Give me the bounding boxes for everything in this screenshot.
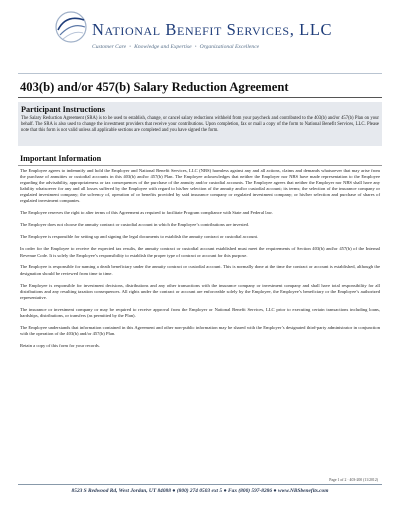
paragraph: In order for the Employee to receive the expected tax results, the annuity contract or custodial account established must meet the requirements of Section 403(b) and/or 457(b) of the Internal Revenue Code. It is solely the Employee’s responsibility to establish the proper type of contract or account for this purpose.: [20, 246, 380, 258]
divider: [18, 73, 382, 74]
tagline-item: Knowledge and Expertise: [134, 44, 192, 50]
paragraph: The insurance or investment company or may be required to receive approval from the Employer or National Benefit Services, LLC prior to executing certain transactions including loans, hardships, distributions, or transfers (as permitted by the Plan).: [20, 306, 380, 318]
paragraph: The Employee is responsible for naming a death beneficiary under the annuity contract or custodial account. This is normally done at the time the contract or account is established, although the designation should be reviewed from time to time.: [20, 264, 380, 276]
participant-instructions-box: [18, 102, 382, 146]
letterhead: [0, 6, 400, 68]
paragraph: The Employee reserves the right to alter terms of this Agreement as required to facilitate Program compliance with State and Federal law.: [20, 210, 273, 216]
company-name: National Benefit Services, LLC: [92, 20, 333, 39]
tagline-item: Organizational Excellence: [199, 44, 260, 50]
swirl-logo-icon: [52, 8, 90, 46]
footer-contact: 8523 S Redwood Rd, West Jordan, UT 84088 ● (800) 274 0503 ext 5 ● Fax (800) 597-8286 ● www.NBSbenefits.com: [71, 488, 329, 494]
tagline: Customer Care • Knowledge and Expertise • Organizational Excellence: [92, 44, 260, 50]
section-heading: Important Information: [20, 154, 102, 163]
divider: [18, 97, 382, 98]
section-heading: Participant Instructions: [21, 105, 105, 114]
paragraph: The Employee understands that information contained in this Agreement and other non-public information may be shared with the Employer’s designated third-party administrator in conjunction with the operation of the 403(b) and/or 457(b) Plan.: [20, 324, 380, 336]
instructions-text: The Salary Reduction Agreement (SRA) is to be used to establish, change, or cancel salary reductions withheld from your paycheck and contributed to the 403(b) and/or 457(b) Plan on your behalf. The SRA is also used to change the investment providers that receive your contributions. Upon completion, fax or mail a copy of the form to National Benefit Services, LLC. Please note that this form is not valid unless all applicable sections are completed and you have signed the form.: [21, 116, 379, 134]
important-information: [20, 168, 380, 355]
paragraph: The Employee agrees to indemnify and hold the Employer and National Benefit Services, LLC (NBS) harmless against any and all actions, claims and demands whatsoever that may arise from the purchase of annuities or custodial accounts in this 403(b) and/or 457(b) Plan. The Employee acknowledges that neither the Employer nor NBS have made representation to the Employee regarding the advisability, appropriateness or tax consequences of the purchase of the annuity and/or custodial accounts. The Employee agrees that neither the Employer nor NBS shall have any liability whatsoever for any and all losses suffered by the Employee with regard to his/her selection of the annuity and/or custodial account; its terms; the selection of the insurance company or regulated investment company; the solvency of, operation of or benefits provided by said insurance company or regulated investment company; or his/her selection and purchase of shares of regulated investment companies.: [20, 168, 380, 204]
divider: [18, 484, 382, 485]
tagline-item: Customer Care: [92, 44, 127, 50]
divider: [18, 165, 382, 166]
paragraph: The Employee is responsible for investment decisions, distributions and any other transactions with the insurance company or investment company and shall have total responsibility for all distributions and any resulting taxation consequences. All rights under the contract or account are enforceable solely by the Employee, the Employee’s beneficiary or the Employee’s authorized representative.: [20, 282, 380, 300]
paragraph: The Employer does not choose the annuity contract or custodial account in which the Employee’s contributions are invested.: [20, 222, 250, 228]
paragraph: The Employee is responsible for setting up and signing the legal documents to establish the annuity contract or custodial account.: [20, 234, 259, 240]
page-title: 403(b) and/or 457(b) Salary Reduction Agreement: [20, 80, 289, 94]
paragraph: Retain a copy of this form for your records.: [20, 342, 100, 348]
page-number: Page 1 of 2 · 403-200 (11/2012): [329, 478, 378, 482]
